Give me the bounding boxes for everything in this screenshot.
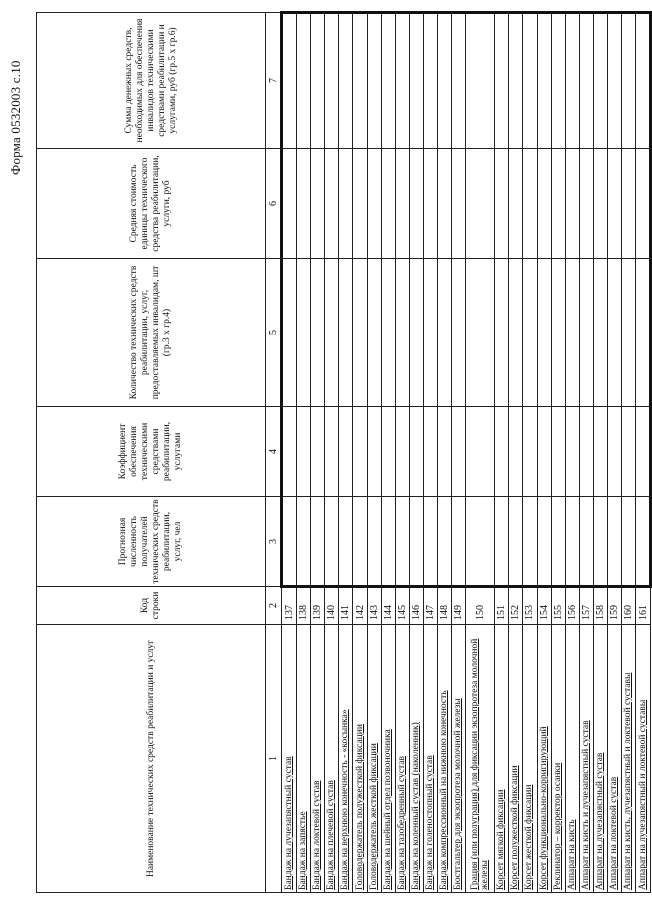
value-cell[interactable] bbox=[579, 259, 593, 407]
row-code: 140 bbox=[325, 587, 339, 625]
value-cell[interactable] bbox=[565, 149, 579, 259]
value-cell[interactable] bbox=[325, 13, 339, 149]
value-cell[interactable] bbox=[622, 259, 636, 407]
value-cell[interactable] bbox=[466, 407, 495, 497]
row-code: 156 bbox=[565, 587, 579, 625]
value-cell[interactable] bbox=[593, 149, 607, 259]
row-code: 154 bbox=[537, 587, 551, 625]
row-name: Бандаж компрессионный на нижнюю конечность bbox=[438, 625, 452, 893]
row-code: 157 bbox=[579, 587, 593, 625]
value-cell[interactable] bbox=[423, 13, 437, 149]
table-row bbox=[565, 13, 579, 893]
value-cell[interactable] bbox=[565, 259, 579, 407]
value-cell[interactable] bbox=[495, 497, 509, 587]
row-name: Бандаж на голеностопный сустав bbox=[423, 625, 437, 893]
column-number: 7 bbox=[266, 13, 282, 149]
value-cell[interactable] bbox=[325, 497, 339, 587]
value-cell[interactable] bbox=[636, 497, 651, 587]
value-cell[interactable] bbox=[325, 407, 339, 497]
value-cell[interactable] bbox=[551, 259, 565, 407]
table-row bbox=[339, 13, 353, 893]
value-cell[interactable] bbox=[311, 13, 325, 149]
table-row bbox=[537, 13, 551, 893]
value-cell[interactable] bbox=[395, 497, 409, 587]
value-cell[interactable] bbox=[509, 407, 523, 497]
column-number: 3 bbox=[266, 497, 282, 587]
value-cell[interactable] bbox=[466, 149, 495, 259]
value-cell[interactable] bbox=[636, 149, 651, 259]
value-cell[interactable] bbox=[381, 13, 395, 149]
value-cell[interactable] bbox=[509, 149, 523, 259]
row-code: 145 bbox=[395, 587, 409, 625]
value-cell[interactable] bbox=[381, 149, 395, 259]
row-name: Реклинатор – корректор осанки bbox=[551, 625, 565, 893]
row-name: Бандаж на запястье bbox=[297, 625, 311, 893]
table-row bbox=[579, 13, 593, 893]
row-name: Корсет функционально-корригирующий bbox=[537, 625, 551, 893]
value-cell[interactable] bbox=[311, 407, 325, 497]
value-cell[interactable] bbox=[395, 259, 409, 407]
value-cell[interactable] bbox=[537, 259, 551, 407]
row-code: 138 bbox=[297, 587, 311, 625]
row-name: Бандаж на тазобедренный сустав bbox=[395, 625, 409, 893]
row-name: Бандаж на локтевой сустав bbox=[311, 625, 325, 893]
value-cell[interactable] bbox=[423, 407, 437, 497]
value-cell[interactable] bbox=[565, 497, 579, 587]
value-cell[interactable] bbox=[452, 497, 466, 587]
value-cell[interactable] bbox=[395, 407, 409, 497]
value-cell[interactable] bbox=[423, 259, 437, 407]
value-cell[interactable] bbox=[409, 13, 423, 149]
row-code: 150 bbox=[466, 587, 495, 625]
value-cell[interactable] bbox=[452, 149, 466, 259]
row-code: 149 bbox=[452, 587, 466, 625]
value-cell[interactable] bbox=[282, 259, 297, 407]
value-cell[interactable] bbox=[367, 149, 381, 259]
row-code: 142 bbox=[353, 587, 367, 625]
value-cell[interactable] bbox=[409, 407, 423, 497]
data-table bbox=[36, 11, 652, 893]
value-cell[interactable] bbox=[367, 497, 381, 587]
value-cell[interactable] bbox=[607, 407, 621, 497]
value-cell[interactable] bbox=[409, 497, 423, 587]
column-header: Сумма денежных средств, необходимых для обеспечения инвалидов техническими средствами реабилитации и услугами, руб (гр.5 х гр.6) bbox=[37, 13, 266, 149]
column-header: Коэффициент обеспечения техническими средствами реабилитации, услугами bbox=[37, 407, 266, 497]
value-cell[interactable] bbox=[622, 407, 636, 497]
row-code: 153 bbox=[523, 587, 537, 625]
value-cell[interactable] bbox=[325, 149, 339, 259]
value-cell[interactable] bbox=[466, 497, 495, 587]
value-cell[interactable] bbox=[367, 13, 381, 149]
value-cell[interactable] bbox=[495, 407, 509, 497]
row-code: 139 bbox=[311, 587, 325, 625]
value-cell[interactable] bbox=[438, 13, 452, 149]
row-name: Корсет полужесткой фиксации bbox=[509, 625, 523, 893]
table-row bbox=[367, 13, 381, 893]
row-name: Грация (или полуграция) для фиксации экзопротеза молочной железы bbox=[466, 625, 495, 893]
table-row bbox=[495, 13, 509, 893]
row-name: Бюстгальтер для экзопротеза молочной железы bbox=[452, 625, 466, 893]
row-name: Аппарат на кисть и лучезапястный сустав bbox=[579, 625, 593, 893]
value-cell[interactable] bbox=[297, 149, 311, 259]
table-row bbox=[409, 13, 423, 893]
row-code: 143 bbox=[367, 587, 381, 625]
form-title: Форма 0532003 с.10 bbox=[8, 60, 23, 175]
column-header: Средняя стоимость единицы технического средства реабилитации, услуги, руб bbox=[37, 149, 266, 259]
value-cell[interactable] bbox=[353, 13, 367, 149]
value-cell[interactable] bbox=[537, 497, 551, 587]
value-cell[interactable] bbox=[622, 13, 636, 149]
value-cell[interactable] bbox=[607, 149, 621, 259]
table-row bbox=[423, 13, 437, 893]
value-cell[interactable] bbox=[579, 407, 593, 497]
value-cell[interactable] bbox=[565, 407, 579, 497]
row-name: Аппарат на локтевой сустав bbox=[607, 625, 621, 893]
table-row bbox=[325, 13, 339, 893]
value-cell[interactable] bbox=[395, 13, 409, 149]
value-cell[interactable] bbox=[509, 13, 523, 149]
row-name: Бандаж на лучезапястный сустав bbox=[282, 625, 297, 893]
value-cell[interactable] bbox=[495, 259, 509, 407]
value-cell[interactable] bbox=[509, 259, 523, 407]
value-cell[interactable] bbox=[282, 497, 297, 587]
value-cell[interactable] bbox=[395, 149, 409, 259]
value-cell[interactable] bbox=[339, 13, 353, 149]
value-cell[interactable] bbox=[452, 13, 466, 149]
value-cell[interactable] bbox=[325, 259, 339, 407]
value-cell[interactable] bbox=[353, 407, 367, 497]
value-cell[interactable] bbox=[409, 149, 423, 259]
value-cell[interactable] bbox=[509, 497, 523, 587]
value-cell[interactable] bbox=[579, 149, 593, 259]
column-number: 6 bbox=[266, 149, 282, 259]
row-name: Бандаж на коленный сустав (наколенник) bbox=[409, 625, 423, 893]
value-cell[interactable] bbox=[495, 149, 509, 259]
value-cell[interactable] bbox=[495, 13, 509, 149]
value-cell[interactable] bbox=[423, 149, 437, 259]
column-header: Количество технических средств реабилитации, услуг, предоставляемых инвалидам, шт (гр.3 х гр.4) bbox=[37, 259, 266, 407]
value-cell[interactable] bbox=[438, 149, 452, 259]
value-cell[interactable] bbox=[339, 149, 353, 259]
table-row bbox=[395, 13, 409, 893]
value-cell[interactable] bbox=[551, 407, 565, 497]
value-cell[interactable] bbox=[537, 149, 551, 259]
value-cell[interactable] bbox=[297, 13, 311, 149]
row-code: 147 bbox=[423, 587, 437, 625]
value-cell[interactable] bbox=[367, 407, 381, 497]
table-row bbox=[636, 13, 651, 893]
row-code: 151 bbox=[495, 587, 509, 625]
row-code: 161 bbox=[636, 587, 651, 625]
table-row bbox=[297, 13, 311, 893]
value-cell[interactable] bbox=[537, 13, 551, 149]
value-cell[interactable] bbox=[339, 407, 353, 497]
value-cell[interactable] bbox=[381, 259, 395, 407]
table-row bbox=[593, 13, 607, 893]
value-cell[interactable] bbox=[593, 13, 607, 149]
row-name: Аппарат на кисть, лучезапястный и локтевой суставы bbox=[622, 625, 636, 893]
header-row bbox=[37, 13, 266, 893]
column-number: 4 bbox=[266, 407, 282, 497]
value-cell[interactable] bbox=[523, 497, 537, 587]
row-name: Головодержатель полужесткой фиксации bbox=[353, 625, 367, 893]
table-row bbox=[509, 13, 523, 893]
value-cell[interactable] bbox=[339, 259, 353, 407]
value-cell[interactable] bbox=[339, 497, 353, 587]
value-cell[interactable] bbox=[353, 497, 367, 587]
row-name: Аппарат на кисть bbox=[565, 625, 579, 893]
value-cell[interactable] bbox=[523, 149, 537, 259]
value-cell[interactable] bbox=[311, 149, 325, 259]
table-row bbox=[523, 13, 537, 893]
value-cell[interactable] bbox=[381, 497, 395, 587]
row-name: Бандаж на плечевой сустав bbox=[325, 625, 339, 893]
row-code: 159 bbox=[607, 587, 621, 625]
row-name: Бандаж на верхнюю конечность - «косынка» bbox=[339, 625, 353, 893]
row-name: Аппарат на лучезапястный и локтевой суставы bbox=[636, 625, 651, 893]
value-cell[interactable] bbox=[282, 13, 297, 149]
row-code: 148 bbox=[438, 587, 452, 625]
row-name: Аппарат на лучезапястный сустав bbox=[593, 625, 607, 893]
table-row bbox=[452, 13, 466, 893]
row-name: Корсет мягкой фиксации bbox=[495, 625, 509, 893]
value-cell[interactable] bbox=[282, 149, 297, 259]
value-cell[interactable] bbox=[607, 13, 621, 149]
value-cell[interactable] bbox=[423, 497, 437, 587]
value-cell[interactable] bbox=[636, 407, 651, 497]
value-cell[interactable] bbox=[565, 13, 579, 149]
value-cell[interactable] bbox=[523, 259, 537, 407]
value-cell[interactable] bbox=[551, 149, 565, 259]
value-cell[interactable] bbox=[607, 497, 621, 587]
column-number: 2 bbox=[266, 587, 282, 625]
row-code: 146 bbox=[409, 587, 423, 625]
value-cell[interactable] bbox=[297, 497, 311, 587]
row-code: 141 bbox=[339, 587, 353, 625]
value-cell[interactable] bbox=[409, 259, 423, 407]
table-row bbox=[353, 13, 367, 893]
value-cell[interactable] bbox=[311, 497, 325, 587]
column-header: Наименование технических средств реабилитации и услуг bbox=[37, 625, 266, 893]
value-cell[interactable] bbox=[297, 407, 311, 497]
value-cell[interactable] bbox=[452, 259, 466, 407]
value-cell[interactable] bbox=[353, 259, 367, 407]
value-cell[interactable] bbox=[381, 407, 395, 497]
value-cell[interactable] bbox=[622, 149, 636, 259]
column-number: 5 bbox=[266, 259, 282, 407]
value-cell[interactable] bbox=[523, 407, 537, 497]
value-cell[interactable] bbox=[551, 13, 565, 149]
value-cell[interactable] bbox=[593, 259, 607, 407]
value-cell[interactable] bbox=[593, 407, 607, 497]
row-name: Бандаж на шейный отдел позвоночника bbox=[381, 625, 395, 893]
value-cell[interactable] bbox=[466, 259, 495, 407]
table-row bbox=[607, 13, 621, 893]
row-name: Корсет жесткой фиксации bbox=[523, 625, 537, 893]
value-cell[interactable] bbox=[282, 407, 297, 497]
row-code: 160 bbox=[622, 587, 636, 625]
value-cell[interactable] bbox=[537, 407, 551, 497]
table-row bbox=[551, 13, 565, 893]
row-code: 137 bbox=[282, 587, 297, 625]
value-cell[interactable] bbox=[593, 497, 607, 587]
value-cell[interactable] bbox=[438, 497, 452, 587]
value-cell[interactable] bbox=[367, 259, 381, 407]
value-cell[interactable] bbox=[636, 259, 651, 407]
row-code: 144 bbox=[381, 587, 395, 625]
row-code: 152 bbox=[509, 587, 523, 625]
column-header: Прогнозная численность получателей технических средств реабилитации, услуг, чел bbox=[37, 497, 266, 587]
value-cell[interactable] bbox=[523, 13, 537, 149]
row-code: 158 bbox=[593, 587, 607, 625]
table-row bbox=[622, 13, 636, 893]
value-cell[interactable] bbox=[607, 259, 621, 407]
table-row bbox=[466, 13, 495, 893]
table-row bbox=[381, 13, 395, 893]
column-header: Код строки bbox=[37, 587, 266, 625]
value-cell[interactable] bbox=[438, 259, 452, 407]
column-number-row bbox=[266, 13, 282, 893]
value-cell[interactable] bbox=[622, 497, 636, 587]
column-number: 1 bbox=[266, 625, 282, 893]
value-cell[interactable] bbox=[311, 259, 325, 407]
value-cell[interactable] bbox=[452, 407, 466, 497]
value-cell[interactable] bbox=[579, 497, 593, 587]
table-row bbox=[311, 13, 325, 893]
value-cell[interactable] bbox=[297, 259, 311, 407]
value-cell[interactable] bbox=[353, 149, 367, 259]
row-code: 155 bbox=[551, 587, 565, 625]
value-cell[interactable] bbox=[466, 13, 495, 149]
value-cell[interactable] bbox=[636, 13, 651, 149]
value-cell[interactable] bbox=[551, 497, 565, 587]
table-row bbox=[438, 13, 452, 893]
value-cell[interactable] bbox=[438, 407, 452, 497]
row-name: Головодержатель жесткой фиксации bbox=[367, 625, 381, 893]
table-row bbox=[282, 13, 297, 893]
value-cell[interactable] bbox=[579, 13, 593, 149]
